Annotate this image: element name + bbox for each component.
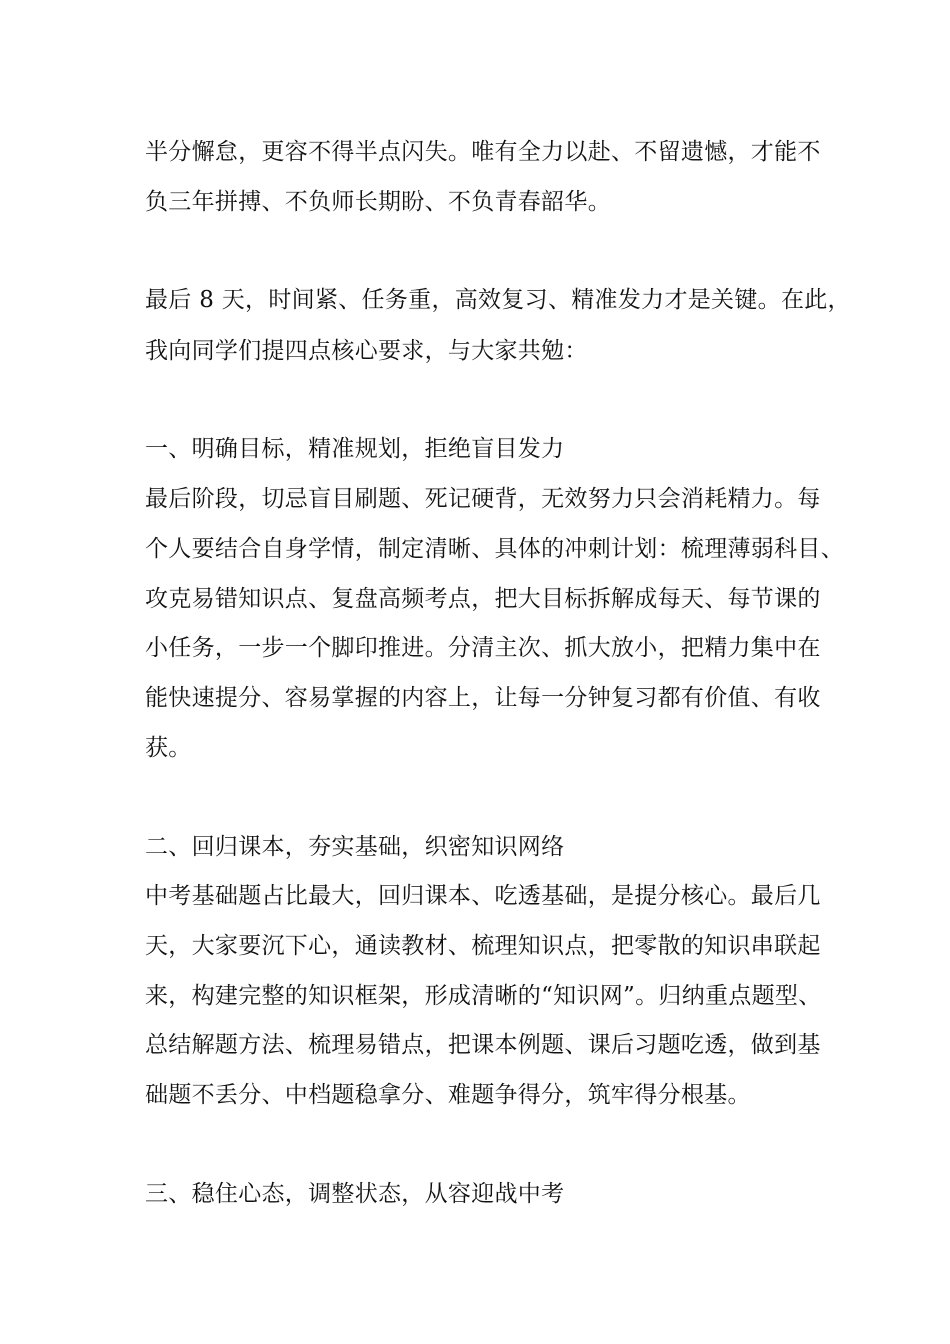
paragraph-line: 我向同学们提四点核心要求，与大家共勉： (145, 338, 588, 364)
paragraph-line: 能快速提分、容易掌握的内容上，让每一分钟复习都有价值、有收 (145, 685, 821, 711)
paragraph-line: 最后 8 天，时间紧、任务重，高效复习、精准发力才是关键。在此， (145, 287, 851, 313)
paragraph-line: 础题不丢分、中档题稳拿分、难题争得分，筑牢得分根基。 (145, 1082, 751, 1108)
paragraph-line: 最后阶段，切忌盲目刷题、死记硬背，无效努力只会消耗精力。每 (145, 486, 821, 512)
paragraph-line: 半分懈怠，更容不得半点闪失。唯有全力以赴、不留遗憾，才能不 (145, 139, 821, 165)
section-heading-3: 三、稳住心态，调整状态，从容迎战中考 (145, 1181, 565, 1207)
paragraph-line: 获。 (145, 735, 192, 761)
section-heading-2: 二、回归课本，夯实基础，织密知识网络 (145, 834, 565, 860)
paragraph-line: 个人要结合自身学情，制定清晰、具体的冲刺计划：梳理薄弱科目、 (145, 536, 844, 562)
section-heading-1: 一、明确目标，精准规划，拒绝盲目发力 (145, 436, 565, 462)
paragraph-line: 攻克易错知识点、复盘高频考点，把大目标拆解成每天、每节课的 (145, 586, 821, 612)
paragraph-line: 天，大家要沉下心，通读教材、梳理知识点，把零散的知识串联起 (145, 933, 821, 959)
paragraph-line: 小任务，一步一个脚印推进。分清主次、抓大放小，把精力集中在 (145, 635, 821, 661)
paragraph-line: 中考基础题占比最大，回归课本、吃透基础，是提分核心。最后几 (145, 883, 821, 909)
paragraph-line: 负三年拼搏、不负师长期盼、不负青春韶华。 (145, 189, 611, 215)
paragraph-line: 来，构建完整的知识框架，形成清晰的“知识网”。归纳重点题型、 (145, 983, 822, 1009)
paragraph-line: 总结解题方法、梳理易错点，把课本例题、课后习题吃透，做到基 (145, 1032, 821, 1058)
